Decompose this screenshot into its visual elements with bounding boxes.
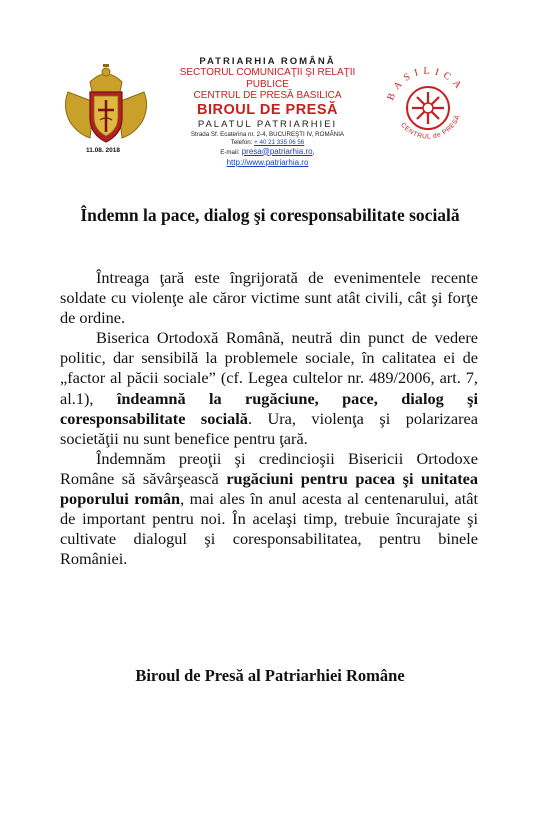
paragraph-run: , mai ales în anul acesta al centenarului, atât de important pentru noi. În acelaşi timp, trebuie încurajate şi cultivate dialogul şi coresponsabilitatea, pentru binele României.: [60, 489, 478, 569]
signature: Biroul de Presă al Patriarhiei Române: [135, 666, 405, 685]
email-line: [160, 147, 375, 158]
letterhead: [0, 0, 540, 190]
paragraph-run-bold: îndeamnă la rugăciune, pace, dialog şi coresponsabilitate socială: [60, 388, 478, 428]
email-link[interactable]: presa@patriarhia.ro,: [241, 146, 315, 156]
paragraph-run: Biserica Ortodoxă Română, neutră din punct de vedere politic, dar sensibilă la problemele sociale, în calitatea ei de „factor al păcii sociale” (cf. Legea cultelor nr. 489/2006, art. 7, al.1),: [60, 328, 478, 408]
statement-body: [60, 268, 478, 569]
paragraph-1: [60, 268, 478, 328]
phone-label: Telefon:: [230, 138, 253, 146]
paragraph-run: . Ura, violenţa şi polarizarea societăţii nu sunt benefice pentru ţară.: [60, 408, 478, 448]
seal-text-top: BASILICA: [385, 65, 467, 103]
sector-line-1: SECTORUL COMUNICAŢII ŞI RELAŢII: [179, 67, 356, 78]
paragraph-run-bold: rugăciuni pentru pacea şi unitatea poporului român: [60, 468, 478, 509]
paragraph-3: [60, 449, 478, 570]
patriarchate-coat-of-arms-icon: [60, 62, 152, 146]
seal-text-bottom: CENTRUL de PRESĂ: [399, 114, 462, 141]
phone-line: [160, 139, 375, 147]
address: Strada Sf. Ecaterina nr. 2-4, BUCUREŞTI IV, ROMÂNIA: [190, 130, 345, 138]
org-name: PATRIARHIA ROMÂNĂ: [199, 56, 336, 67]
document-date: 11.08. 2018: [86, 147, 120, 154]
email-label: E-mail:: [220, 148, 240, 156]
press-centre: CENTRUL DE PRESĂ BASILICA: [193, 90, 342, 101]
website-line: [160, 158, 375, 168]
paragraph-run: Îndemnăm preoţii şi credincioşii Bisericii Ortodoxe Române să săvârşească: [60, 448, 478, 488]
palace-name: PALATUL PATRIARHIEI: [197, 118, 338, 130]
phone-number[interactable]: + 40 21 335 06 56: [254, 138, 305, 146]
letterhead-text: [160, 56, 375, 168]
statement-title: Îndemn la pace, dialog şi coresponsabilitate socială: [80, 205, 460, 225]
paragraph-2: [60, 328, 478, 449]
website-link[interactable]: http://www.patriarhia.ro: [226, 157, 309, 167]
press-office: BIROUL DE PRESĂ: [197, 101, 338, 118]
paragraph-run: Întreaga ţară este îngrijorată de evenimentele recente soldate cu violenţe ale căror victime sunt atât civili, cât şi forţe de ordine.: [60, 268, 478, 328]
basilica-press-centre-seal-icon: [378, 54, 478, 154]
sector-line-2: PUBLICE: [246, 78, 289, 90]
